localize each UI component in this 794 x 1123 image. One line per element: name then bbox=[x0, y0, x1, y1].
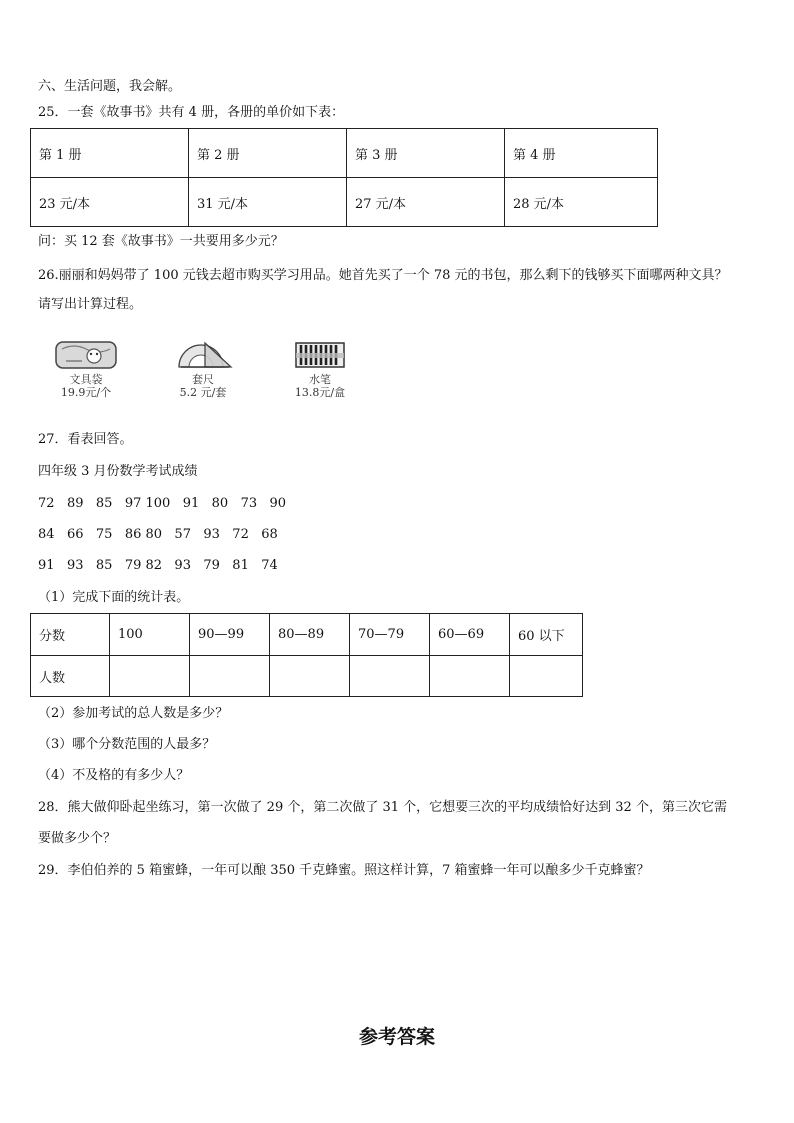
q25-price-cell: 28 元/本 bbox=[505, 178, 658, 227]
stats-cell: 分数 bbox=[31, 614, 110, 656]
q27-text: 27．看表回答。 bbox=[38, 432, 133, 447]
q25-header-cell: 第 2 册 bbox=[189, 129, 347, 178]
q27-sub3: （3）哪个分数范围的人最多？ bbox=[38, 737, 216, 752]
stats-cell: 100 bbox=[110, 614, 190, 656]
stats-cell: 90—99 bbox=[190, 614, 270, 656]
item-price: 19.9元/个 bbox=[60, 386, 112, 399]
q27-sub1: （1）完成下面的统计表。 bbox=[38, 590, 190, 605]
section-heading: 六、生活问题，我会解。 bbox=[38, 79, 182, 94]
item-price: 13.8元/盒 bbox=[294, 386, 346, 399]
item-name: 文具袋 bbox=[69, 373, 103, 386]
pen-box-icon bbox=[288, 339, 352, 371]
stats-cell: 60 以下 bbox=[510, 614, 583, 656]
pencil-case-icon bbox=[54, 339, 118, 371]
stats-input-cell[interactable] bbox=[510, 656, 583, 697]
q25-price-table bbox=[30, 128, 658, 227]
q26-text-line2: 请写出计算过程。 bbox=[38, 297, 143, 312]
stationery-item bbox=[158, 339, 248, 399]
q25-price-cell: 23 元/本 bbox=[31, 178, 189, 227]
score-row: 72 89 85 97 100 91 80 73 90 bbox=[38, 496, 287, 511]
stats-cell: 80—89 bbox=[270, 614, 350, 656]
q26-text-line1: 26.丽丽和妈妈带了 100 元钱去超市购买学习用品。她首先买了一个 78 元的书包，那么剩下的钱够买下面哪两种文具？ bbox=[38, 268, 728, 283]
q27-sub2: （2）参加考试的总人数是多少？ bbox=[38, 706, 229, 721]
q25-text: 25．一套《故事书》共有 4 册，各册的单价如下表： bbox=[38, 105, 345, 120]
q28-text-line1: 28．熊大做仰卧起坐练习，第一次做了 29 个，第二次做了 31 个，它想要三次的平均成绩恰好达到 32 个，第三次它需 bbox=[38, 800, 727, 815]
q25-question: 问：买 12 套《故事书》一共要用多少元？ bbox=[38, 234, 284, 249]
stats-input-cell[interactable] bbox=[190, 656, 270, 697]
item-name: 水笔 bbox=[309, 373, 331, 386]
q25-header-cell: 第 4 册 bbox=[505, 129, 658, 178]
stats-cell: 70—79 bbox=[350, 614, 430, 656]
stats-input-cell[interactable] bbox=[110, 656, 190, 697]
stats-input-cell[interactable] bbox=[430, 656, 510, 697]
ruler-set-icon bbox=[171, 339, 235, 371]
q28-text-line2: 要做多少个？ bbox=[38, 831, 117, 846]
q25-price-cell: 31 元/本 bbox=[189, 178, 347, 227]
stationery-item bbox=[272, 339, 368, 399]
q25-header-cell: 第 3 册 bbox=[347, 129, 505, 178]
q27-sub4: （4）不及格的有多少人？ bbox=[38, 768, 190, 783]
answer-title: 参考答案 bbox=[358, 1026, 435, 1048]
q29-text: 29．李伯伯养的 5 箱蜜蜂，一年可以酿 350 千克蜂蜜。照这样计算，7 箱蜜蜂一年可以酿多少千克蜂蜜？ bbox=[38, 863, 650, 878]
q25-header-cell: 第 1 册 bbox=[31, 129, 189, 178]
stationery-item bbox=[38, 339, 134, 399]
stats-input-cell[interactable] bbox=[270, 656, 350, 697]
q27-stats-table bbox=[30, 613, 583, 697]
item-price: 5.2 元/套 bbox=[179, 386, 227, 399]
item-name: 套尺 bbox=[192, 373, 214, 386]
stats-cell: 60—69 bbox=[430, 614, 510, 656]
score-row: 91 93 85 79 82 93 79 81 74 bbox=[38, 558, 278, 573]
q27-subtitle: 四年级 3 月份数学考试成绩 bbox=[38, 464, 198, 479]
q25-price-cell: 27 元/本 bbox=[347, 178, 505, 227]
score-row: 84 66 75 86 80 57 93 72 68 bbox=[38, 527, 278, 542]
stats-input-cell[interactable] bbox=[350, 656, 430, 697]
stats-cell: 人数 bbox=[31, 656, 110, 697]
